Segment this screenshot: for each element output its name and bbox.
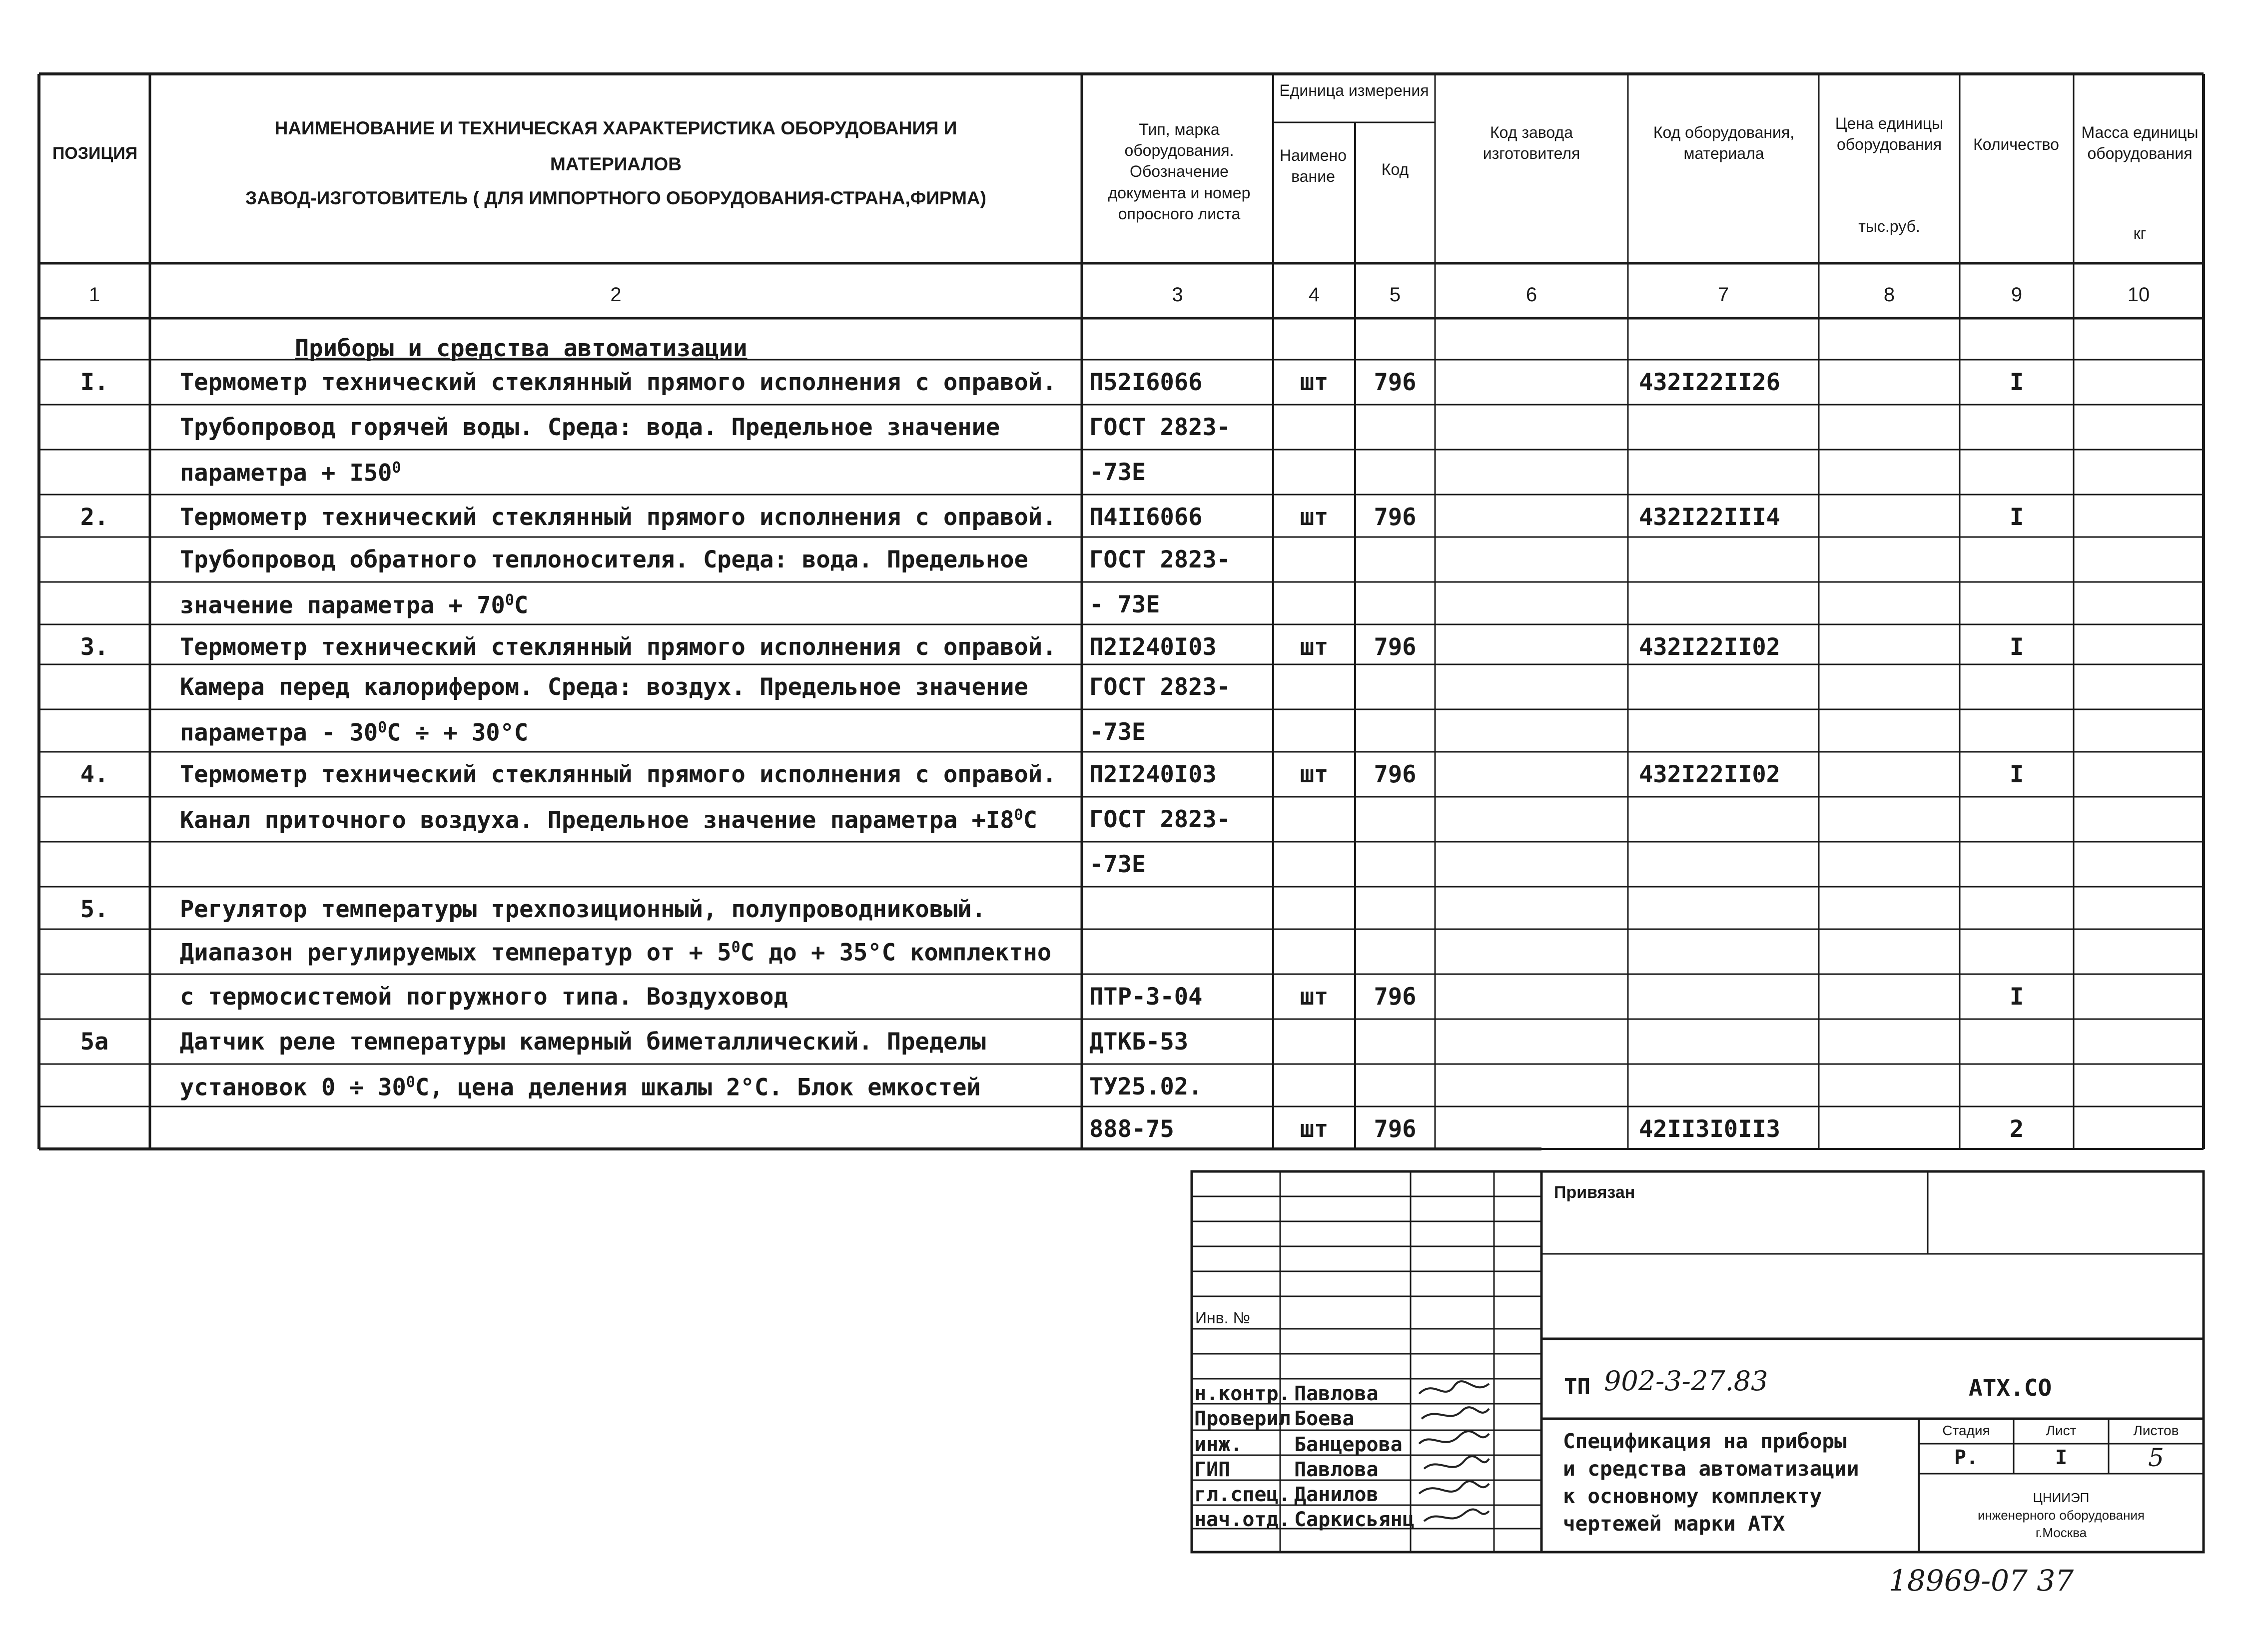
row-type-mark: ТУ25.02.: [1089, 1073, 1203, 1101]
row-equipment-code: 432I22II26: [1639, 369, 1780, 396]
row-description: Трубопровод обратного теплоносителя. Среда: вода. Предельное: [180, 546, 1028, 573]
header-factory-code: Код завода изготовителя: [1483, 123, 1580, 163]
sign-role: нач.отд.: [1194, 1508, 1291, 1531]
doc-title-line4: чертежей марки АТХ: [1563, 1512, 1785, 1536]
row-type-mark: 888-75: [1089, 1115, 1174, 1143]
sign-name: Банцерова: [1294, 1433, 1403, 1456]
sign-name: Павлова: [1294, 1382, 1379, 1405]
row-description: Камера перед калорифером. Среда: воздух. Предельное значение: [180, 673, 1028, 701]
row-description: Канал приточного воздуха. Предельное значение параметра $+I8^0С$: [180, 806, 1037, 834]
sheets-value: 5: [2148, 1443, 2164, 1472]
row-description: Термометр технический стеклянный прямого исполнения с оправой.: [180, 369, 1057, 396]
row-type-mark: П2I240I03: [1089, 761, 1217, 788]
row-type-mark: П4II6066: [1089, 504, 1203, 531]
colnum-6: 6: [1525, 284, 1537, 306]
colnum-5: 5: [1389, 284, 1401, 306]
row-unit: шт: [1300, 1115, 1329, 1143]
sign-role: гл.спец.: [1194, 1483, 1291, 1506]
drawing-mark: АТХ.СО: [1969, 1374, 2052, 1401]
row-unit: шт: [1300, 983, 1329, 1011]
row-equipment-code: 432I22III4: [1639, 504, 1780, 531]
row-type-mark: П52I6066: [1089, 369, 1203, 396]
row-type-mark: -73Е: [1089, 459, 1146, 486]
row-unit-code: 796: [1374, 1115, 1417, 1143]
stage-value: Р.: [1954, 1446, 1979, 1469]
org-line3: г.Москва: [2035, 1525, 2087, 1540]
sign-role: инж.: [1194, 1433, 1243, 1456]
doc-title-line1: Спецификация на приборы: [1563, 1429, 1847, 1453]
header-equipment-code: Код оборудования, материала: [1653, 123, 1795, 163]
header-name-line3: ЗАВОД-ИЗГОТОВИТЕЛЬ ( ДЛЯ ИМПОРТНОГО ОБОРУДОВАНИЯ-СТРАНА,ФИРМА): [245, 188, 986, 208]
header-unit-group: Единица измерения: [1279, 81, 1429, 99]
row-quantity: I: [2009, 983, 2024, 1011]
row-description: Термометр технический стеклянный прямого исполнения с оправой.: [180, 761, 1057, 788]
row-unit-code: 796: [1374, 504, 1417, 531]
sheet-value: I: [2055, 1446, 2068, 1469]
sign-name: Данилов: [1294, 1483, 1379, 1506]
row-unit: шт: [1300, 761, 1329, 788]
sign-role: Проверил: [1194, 1407, 1291, 1430]
row-quantity: 2: [2009, 1115, 2024, 1143]
sign-role: н.контр.: [1194, 1382, 1291, 1405]
row-description: Термометр технический стеклянный прямого исполнения с оправой.: [180, 504, 1057, 531]
project-number: 902-3-27.83: [1604, 1365, 1768, 1397]
row-description: Термометр технический стеклянный прямого исполнения с оправой.: [180, 633, 1057, 661]
row-type-mark: ГОСТ 2823-: [1089, 806, 1231, 833]
sign-name: Саркисьянц: [1294, 1508, 1415, 1531]
header-quantity: Количество: [1973, 135, 2059, 153]
project-label: ТП: [1564, 1374, 1590, 1400]
row-position: 4.: [80, 761, 109, 788]
colnum-7: 7: [1717, 284, 1729, 306]
signature-marks: [1414, 1376, 1494, 1541]
row-description: Регулятор температуры трехпозиционный, полупроводниковый.: [180, 896, 986, 923]
row-type-mark: -73Е: [1089, 851, 1146, 878]
org-line1: ЦНИИЭП: [2033, 1490, 2090, 1505]
row-unit-code: 796: [1374, 983, 1417, 1011]
row-quantity: I: [2009, 369, 2024, 396]
sign-name: Боева: [1294, 1407, 1355, 1430]
stage-label: Стадия: [1942, 1423, 1990, 1438]
row-description: установок $0 \div 30^0С$, цена деления шкалы 2°С. Блок емкостей: [180, 1074, 981, 1101]
colnum-1: 1: [88, 284, 100, 306]
bound-label: Привязан: [1554, 1183, 1635, 1202]
footer-number: 18969-07 37: [1889, 1564, 2074, 1598]
sign-role: ГИП: [1194, 1458, 1231, 1481]
row-description: с термосистемой погружного типа. Воздуховод: [180, 983, 788, 1011]
row-description: Трубопровод горячей воды. Среда: вода. Предельное значение: [180, 414, 1000, 441]
row-equipment-code: 42II3I0II3: [1639, 1115, 1780, 1143]
header-price: Цена единицы оборудования: [1835, 114, 1944, 154]
row-type-mark: ГОСТ 2823-: [1089, 673, 1231, 701]
section-title: Приборы и средства автоматизации: [295, 335, 748, 362]
row-unit-code: 796: [1374, 633, 1417, 661]
row-equipment-code: 432I22II02: [1639, 633, 1780, 661]
colnum-4: 4: [1308, 284, 1320, 306]
row-unit: шт: [1300, 633, 1329, 661]
row-description: значение параметра + $70^0С$: [180, 591, 529, 619]
row-description: параметра + $I50^0$: [180, 459, 401, 487]
header-unit-name: Наименование: [1279, 146, 1347, 186]
colnum-3: 3: [1172, 284, 1183, 306]
row-quantity: I: [2009, 761, 2024, 788]
row-position: 5а: [80, 1028, 109, 1056]
row-type-mark: ГОСТ 2823-: [1089, 414, 1231, 441]
row-type-mark: ПТР-3-04: [1089, 983, 1203, 1011]
row-type-mark: - 73Е: [1089, 591, 1160, 618]
header-mass: Масса единицы оборудования: [2081, 123, 2199, 163]
row-description: Датчик реле температуры камерный биметаллический. Пределы: [180, 1028, 986, 1056]
row-unit: шт: [1300, 369, 1329, 396]
row-type-mark: -73Е: [1089, 718, 1146, 746]
header-unit-code: Код: [1381, 160, 1409, 178]
row-unit: шт: [1300, 504, 1329, 531]
header-name-line2: МАТЕРИАЛОВ: [550, 154, 682, 174]
header-type: Тип, марка оборудования. Обозначение документа и номер опросного листа: [1108, 120, 1251, 223]
row-position: 5.: [80, 896, 109, 923]
row-description: параметра - $30^0С$ ÷ + 30°С: [180, 719, 529, 747]
sheets-label: Листов: [2133, 1423, 2179, 1438]
colnum-8: 8: [1883, 284, 1895, 306]
header-position: ПОЗИЦИЯ: [52, 144, 138, 163]
header-name-line1: НАИМЕНОВАНИЕ И ТЕХНИЧЕСКАЯ ХАРАКТЕРИСТИКА ОБОРУДОВАНИЯ И: [274, 118, 957, 138]
row-unit-code: 796: [1374, 369, 1417, 396]
row-quantity: I: [2009, 633, 2024, 661]
row-position: 3.: [80, 633, 109, 661]
doc-title-line3: к основному комплекту: [1563, 1484, 1822, 1508]
sheet-label: Лист: [2046, 1423, 2077, 1438]
colnum-9: 9: [2011, 284, 2023, 306]
colnum-10: 10: [2127, 284, 2150, 306]
row-equipment-code: 432I22II02: [1639, 761, 1780, 788]
doc-title-line2: и средства автоматизации: [1563, 1457, 1859, 1481]
header-price-unit: тыс.руб.: [1858, 217, 1920, 235]
inv-label: Инв. №: [1195, 1309, 1250, 1327]
row-type-mark: ДТКБ-53: [1089, 1028, 1189, 1056]
row-unit-code: 796: [1374, 761, 1417, 788]
colnum-2: 2: [610, 284, 622, 306]
row-type-mark: П2I240I03: [1089, 633, 1217, 661]
org-line2: инженерного оборудования: [1977, 1508, 2145, 1523]
row-quantity: I: [2009, 504, 2024, 531]
row-description: Диапазон регулируемых температур от + $5^0С$ до + 35°С комплектно: [180, 939, 1052, 967]
row-position: 2.: [80, 504, 109, 531]
sign-name: Павлова: [1294, 1458, 1379, 1481]
row-type-mark: ГОСТ 2823-: [1089, 546, 1231, 573]
row-position: I.: [80, 369, 109, 396]
header-mass-unit: кг: [2133, 224, 2147, 242]
